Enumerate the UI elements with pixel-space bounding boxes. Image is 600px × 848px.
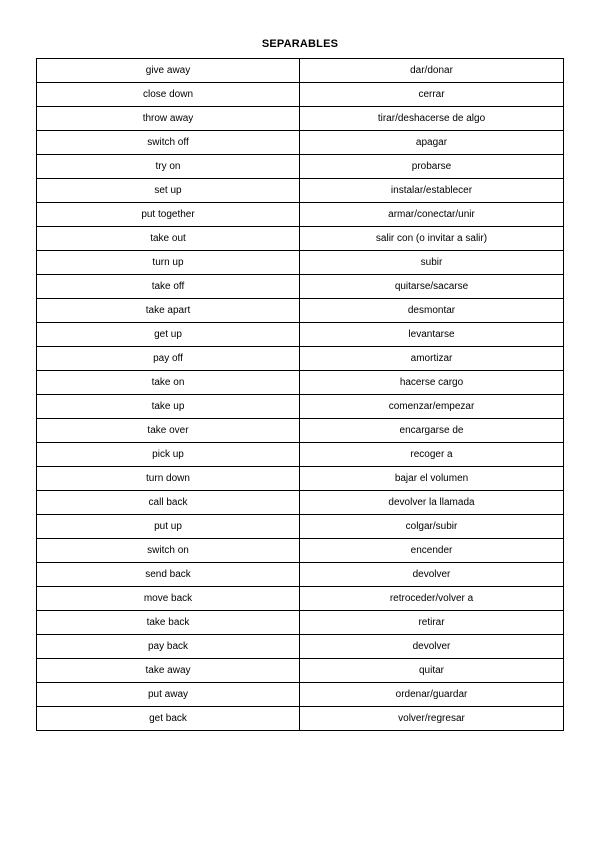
meaning-cell: devolver [300,635,564,659]
meaning-cell: salir con (o invitar a salir) [300,227,564,251]
meaning-cell: encender [300,539,564,563]
phrasal-verb-cell: give away [37,59,300,83]
phrasal-verb-cell: pay off [37,347,300,371]
phrasal-verb-cell: take off [37,275,300,299]
table-row [37,347,564,371]
meaning-cell: quitar [300,659,564,683]
phrasal-verb-cell: close down [37,83,300,107]
meaning-cell: levantarse [300,323,564,347]
phrasal-verb-cell: take over [37,419,300,443]
table-row [37,491,564,515]
meaning-cell: cerrar [300,83,564,107]
table-row [37,707,564,731]
phrasal-verb-cell: take on [37,371,300,395]
table-row [37,443,564,467]
phrasal-verb-cell: take back [37,611,300,635]
table-row [37,251,564,275]
phrasal-verb-cell: set up [37,179,300,203]
meaning-cell: hacerse cargo [300,371,564,395]
table-row [37,371,564,395]
meaning-cell: retroceder/volver a [300,587,564,611]
table-row [37,611,564,635]
table-row [37,83,564,107]
meaning-cell: desmontar [300,299,564,323]
phrasal-verb-cell: put away [37,683,300,707]
phrasal-verb-cell: pay back [37,635,300,659]
table-row [37,107,564,131]
phrasal-verb-cell: throw away [37,107,300,131]
table-row [37,203,564,227]
meaning-cell: armar/conectar/unir [300,203,564,227]
table-row [37,467,564,491]
phrasal-verb-cell: get back [37,707,300,731]
table-row [37,683,564,707]
separables-table [36,58,564,731]
table-row [37,323,564,347]
meaning-cell: apagar [300,131,564,155]
meaning-cell: ordenar/guardar [300,683,564,707]
table-row [37,515,564,539]
phrasal-verb-cell: try on [37,155,300,179]
phrasal-verb-cell: call back [37,491,300,515]
phrasal-verb-cell: switch on [37,539,300,563]
phrasal-verb-cell: send back [37,563,300,587]
phrasal-verb-cell: move back [37,587,300,611]
phrasal-verb-cell: turn up [37,251,300,275]
table-row [37,179,564,203]
table-row [37,587,564,611]
meaning-cell: bajar el volumen [300,467,564,491]
meaning-cell: comenzar/empezar [300,395,564,419]
table-row [37,227,564,251]
meaning-cell: volver/regresar [300,707,564,731]
separables-table-body [37,59,564,731]
phrasal-verb-cell: turn down [37,467,300,491]
phrasal-verb-cell: put together [37,203,300,227]
phrasal-verb-cell: take up [37,395,300,419]
table-row [37,635,564,659]
meaning-cell: subir [300,251,564,275]
table-row [37,275,564,299]
phrasal-verb-cell: take apart [37,299,300,323]
phrasal-verb-cell: take out [37,227,300,251]
table-row [37,419,564,443]
table-row [37,563,564,587]
meaning-cell: encargarse de [300,419,564,443]
phrasal-verb-cell: switch off [37,131,300,155]
table-row [37,395,564,419]
meaning-cell: probarse [300,155,564,179]
table-row [37,299,564,323]
meaning-cell: retirar [300,611,564,635]
meaning-cell: instalar/establecer [300,179,564,203]
phrasal-verb-cell: get up [37,323,300,347]
table-row [37,539,564,563]
meaning-cell: recoger a [300,443,564,467]
table-row [37,59,564,83]
page-title: SEPARABLES [261,38,339,50]
meaning-cell: amortizar [300,347,564,371]
table-row [37,131,564,155]
meaning-cell: devolver [300,563,564,587]
meaning-cell: tirar/deshacerse de algo [300,107,564,131]
meaning-cell: quitarse/sacarse [300,275,564,299]
table-row [37,659,564,683]
phrasal-verb-cell: take away [37,659,300,683]
meaning-cell: devolver la llamada [300,491,564,515]
meaning-cell: dar/donar [300,59,564,83]
table-row [37,155,564,179]
phrasal-verb-cell: pick up [37,443,300,467]
phrasal-verb-cell: put up [37,515,300,539]
meaning-cell: colgar/subir [300,515,564,539]
